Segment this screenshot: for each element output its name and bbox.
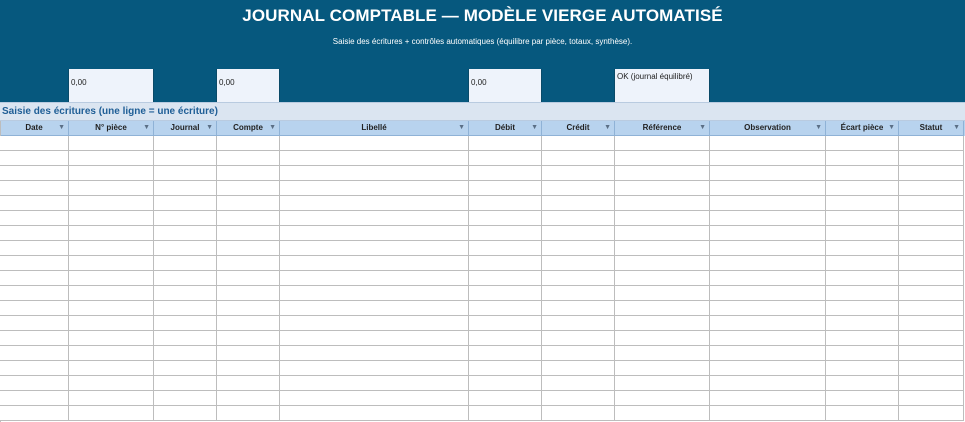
table-cell-compte[interactable] [217, 181, 280, 196]
table-cell-compte[interactable] [217, 136, 280, 151]
column-header-numero-piece[interactable] [69, 121, 154, 136]
table-cell-compte[interactable] [217, 241, 280, 256]
column-header-observation[interactable] [710, 121, 826, 136]
table-cell-statut[interactable] [899, 361, 964, 376]
table-cell-date[interactable] [0, 331, 69, 346]
table-cell-reference[interactable] [615, 406, 710, 421]
summary-label-cell-2[interactable] [154, 69, 217, 102]
table-cell-numero-piece[interactable] [69, 241, 154, 256]
table-cell-numero-piece[interactable] [69, 271, 154, 286]
table-cell-journal[interactable] [154, 151, 217, 166]
table-cell-debit[interactable] [469, 301, 542, 316]
table-cell-credit[interactable] [542, 256, 615, 271]
table-cell-statut[interactable] [899, 136, 964, 151]
filter-dropdown-icon[interactable]: ▼ [699, 124, 706, 131]
ecart-cell[interactable]: 0,00 [469, 69, 542, 102]
table-cell-compte[interactable] [217, 271, 280, 286]
table-cell-compte[interactable] [217, 151, 280, 166]
column-header-ecart-piece[interactable] [826, 121, 899, 136]
summary-label-cell-5[interactable] [710, 69, 965, 102]
table-cell-observation[interactable] [710, 241, 826, 256]
table-cell-observation[interactable] [710, 406, 826, 421]
table-cell-compte[interactable] [217, 196, 280, 211]
column-header-label: Référence [642, 123, 682, 132]
table-cell-journal[interactable] [154, 256, 217, 271]
table-cell-libelle[interactable] [280, 211, 469, 226]
table-cell-observation[interactable] [710, 181, 826, 196]
total-credit-cell[interactable]: 0,00 [217, 69, 280, 102]
table-cell-numero-piece[interactable] [69, 196, 154, 211]
table-cell-reference[interactable] [615, 166, 710, 181]
table-cell-journal[interactable] [154, 181, 217, 196]
table-cell-debit[interactable] [469, 346, 542, 361]
table-cell-credit[interactable] [542, 136, 615, 151]
filter-dropdown-icon[interactable]: ▼ [206, 124, 213, 131]
table-cell-debit[interactable] [469, 376, 542, 391]
table-cell-journal[interactable] [154, 211, 217, 226]
table-cell-observation[interactable] [710, 196, 826, 211]
table-cell-libelle[interactable] [280, 286, 469, 301]
table-cell-journal[interactable] [154, 346, 217, 361]
table-cell-reference[interactable] [615, 376, 710, 391]
table-cell-debit[interactable] [469, 331, 542, 346]
table-cell-observation[interactable] [710, 346, 826, 361]
table-cell-compte[interactable] [217, 316, 280, 331]
table-cell-observation[interactable] [710, 211, 826, 226]
table-cell-numero-piece[interactable] [69, 211, 154, 226]
table-cell-statut[interactable] [899, 211, 964, 226]
column-header-reference[interactable] [615, 121, 710, 136]
table-cell-reference[interactable] [615, 301, 710, 316]
filter-dropdown-icon[interactable]: ▼ [458, 124, 465, 131]
table-cell-compte[interactable] [217, 301, 280, 316]
table-cell-libelle[interactable] [280, 241, 469, 256]
table-cell-journal[interactable] [154, 136, 217, 151]
table-cell-statut[interactable] [899, 151, 964, 166]
table-cell-debit[interactable] [469, 391, 542, 406]
table-cell-statut[interactable] [899, 376, 964, 391]
table-cell-credit[interactable] [542, 376, 615, 391]
table-cell-credit[interactable] [542, 151, 615, 166]
table-cell-libelle[interactable] [280, 181, 469, 196]
table-cell-debit[interactable] [469, 286, 542, 301]
table-cell-reference[interactable] [615, 331, 710, 346]
table-cell-credit[interactable] [542, 316, 615, 331]
table-cell-ecart-piece[interactable] [826, 211, 899, 226]
table-cell-date[interactable] [0, 196, 69, 211]
table-cell-journal[interactable] [154, 286, 217, 301]
table-cell-credit[interactable] [542, 211, 615, 226]
table-cell-credit[interactable] [542, 271, 615, 286]
table-cell-observation[interactable] [710, 166, 826, 181]
table-cell-credit[interactable] [542, 361, 615, 376]
table-cell-reference[interactable] [615, 181, 710, 196]
column-header-libelle[interactable] [280, 121, 469, 136]
column-header-label: Écart pièce [840, 123, 884, 132]
table-cell-observation[interactable] [710, 376, 826, 391]
table-cell-journal[interactable] [154, 241, 217, 256]
table-cell-date[interactable] [0, 346, 69, 361]
table-cell-ecart-piece[interactable] [826, 196, 899, 211]
table-cell-journal[interactable] [154, 271, 217, 286]
table-cell-reference[interactable] [615, 286, 710, 301]
table-cell-date[interactable] [0, 271, 69, 286]
table-cell-ecart-piece[interactable] [826, 256, 899, 271]
column-header-compte[interactable] [217, 121, 280, 136]
table-cell-libelle[interactable] [280, 391, 469, 406]
summary-label-cell-1[interactable] [0, 69, 69, 102]
table-cell-ecart-piece[interactable] [826, 286, 899, 301]
table-cell-libelle[interactable] [280, 316, 469, 331]
table-cell-reference[interactable] [615, 211, 710, 226]
summary-label-cell-4[interactable] [542, 69, 615, 102]
table-cell-numero-piece[interactable] [69, 256, 154, 271]
table-cell-credit[interactable] [542, 226, 615, 241]
table-cell-credit[interactable] [542, 286, 615, 301]
total-debit-cell[interactable]: 0,00 [69, 69, 154, 102]
table-cell-reference[interactable] [615, 316, 710, 331]
table-cell-ecart-piece[interactable] [826, 376, 899, 391]
table-cell-libelle[interactable] [280, 331, 469, 346]
filter-dropdown-icon[interactable]: ▼ [269, 124, 276, 131]
table-cell-date[interactable] [0, 166, 69, 181]
table-cell-ecart-piece[interactable] [826, 346, 899, 361]
table-cell-ecart-piece[interactable] [826, 226, 899, 241]
table-cell-numero-piece[interactable] [69, 316, 154, 331]
table-cell-numero-piece[interactable] [69, 331, 154, 346]
table-cell-date[interactable] [0, 391, 69, 406]
table-cell-debit[interactable] [469, 406, 542, 421]
column-header-label: Débit [495, 123, 515, 132]
table-cell-ecart-piece[interactable] [826, 316, 899, 331]
table-cell-date[interactable] [0, 256, 69, 271]
table-cell-statut[interactable] [899, 316, 964, 331]
table-cell-date[interactable] [0, 361, 69, 376]
table-cell-ecart-piece[interactable] [826, 301, 899, 316]
column-header-label: Observation [744, 123, 791, 132]
table-cell-date[interactable] [0, 301, 69, 316]
table-cell-reference[interactable] [615, 241, 710, 256]
table-cell-libelle[interactable] [280, 406, 469, 421]
table-cell-observation[interactable] [710, 301, 826, 316]
table-cell-debit[interactable] [469, 181, 542, 196]
filter-dropdown-icon[interactable]: ▼ [58, 124, 65, 131]
table-cell-debit[interactable] [469, 136, 542, 151]
table-cell-numero-piece[interactable] [69, 361, 154, 376]
column-header-credit[interactable] [542, 121, 615, 136]
table-cell-debit[interactable] [469, 361, 542, 376]
table-cell-statut[interactable] [899, 271, 964, 286]
table-cell-ecart-piece[interactable] [826, 166, 899, 181]
table-cell-compte[interactable] [217, 406, 280, 421]
page-subtitle: Saisie des écritures + contrôles automatiques (équilibre par pièce, totaux, synthèse). [332, 37, 633, 46]
table-cell-compte[interactable] [217, 391, 280, 406]
filter-dropdown-icon[interactable]: ▼ [531, 124, 538, 131]
table-cell-ecart-piece[interactable] [826, 151, 899, 166]
table-cell-date[interactable] [0, 376, 69, 391]
table-cell-numero-piece[interactable] [69, 151, 154, 166]
table-cell-libelle[interactable] [280, 376, 469, 391]
table-cell-numero-piece[interactable] [69, 226, 154, 241]
table-cell-numero-piece[interactable] [69, 286, 154, 301]
table-cell-observation[interactable] [710, 151, 826, 166]
table-cell-journal[interactable] [154, 226, 217, 241]
table-cell-numero-piece[interactable] [69, 391, 154, 406]
table-cell-debit[interactable] [469, 211, 542, 226]
table-cell-libelle[interactable] [280, 151, 469, 166]
column-header-label: Date [25, 123, 43, 132]
table-cell-numero-piece[interactable] [69, 406, 154, 421]
column-header-label: Compte [233, 123, 263, 132]
table-cell-statut[interactable] [899, 196, 964, 211]
table-cell-ecart-piece[interactable] [826, 271, 899, 286]
entries-grid [0, 136, 965, 422]
table-cell-observation[interactable] [710, 316, 826, 331]
table-cell-libelle[interactable] [280, 166, 469, 181]
column-header-date[interactable] [0, 121, 69, 136]
table-cell-credit[interactable] [542, 196, 615, 211]
table-cell-ecart-piece[interactable] [826, 331, 899, 346]
table-cell-journal[interactable] [154, 301, 217, 316]
table-cell-date[interactable] [0, 151, 69, 166]
table-cell-ecart-piece[interactable] [826, 361, 899, 376]
table-cell-statut[interactable] [899, 346, 964, 361]
table-cell-observation[interactable] [710, 271, 826, 286]
table-cell-credit[interactable] [542, 181, 615, 196]
table-cell-statut[interactable] [899, 286, 964, 301]
table-cell-statut[interactable] [899, 166, 964, 181]
table-cell-credit[interactable] [542, 331, 615, 346]
table-cell-libelle[interactable] [280, 301, 469, 316]
table-cell-credit[interactable] [542, 301, 615, 316]
table-cell-numero-piece[interactable] [69, 346, 154, 361]
table-header-row [0, 121, 965, 136]
table-cell-observation[interactable] [710, 331, 826, 346]
table-cell-reference[interactable] [615, 151, 710, 166]
table-cell-reference[interactable] [615, 361, 710, 376]
table-cell-compte[interactable] [217, 211, 280, 226]
table-cell-date[interactable] [0, 316, 69, 331]
table-cell-libelle[interactable] [280, 136, 469, 151]
table-cell-statut[interactable] [899, 241, 964, 256]
table-cell-statut[interactable] [899, 181, 964, 196]
table-cell-ecart-piece[interactable] [826, 391, 899, 406]
table-cell-credit[interactable] [542, 241, 615, 256]
table-cell-statut[interactable] [899, 301, 964, 316]
table-cell-reference[interactable] [615, 391, 710, 406]
table-cell-observation[interactable] [710, 361, 826, 376]
table-cell-debit[interactable] [469, 166, 542, 181]
table-cell-date[interactable] [0, 406, 69, 421]
table-cell-ecart-piece[interactable] [826, 241, 899, 256]
table-cell-compte[interactable] [217, 226, 280, 241]
table-cell-observation[interactable] [710, 226, 826, 241]
table-cell-numero-piece[interactable] [69, 181, 154, 196]
table-cell-numero-piece[interactable] [69, 301, 154, 316]
table-cell-observation[interactable] [710, 391, 826, 406]
section-header [0, 102, 965, 121]
table-cell-reference[interactable] [615, 226, 710, 241]
table-cell-journal[interactable] [154, 166, 217, 181]
table-cell-date[interactable] [0, 226, 69, 241]
table-cell-credit[interactable] [542, 346, 615, 361]
page-title: JOURNAL COMPTABLE — MODÈLE VIERGE AUTOMATISÉ [242, 6, 723, 25]
column-header-label: Journal [170, 123, 200, 132]
table-cell-reference[interactable] [615, 136, 710, 151]
table-cell-debit[interactable] [469, 241, 542, 256]
table-cell-date[interactable] [0, 136, 69, 151]
table-cell-date[interactable] [0, 286, 69, 301]
table-cell-reference[interactable] [615, 196, 710, 211]
table-cell-debit[interactable] [469, 271, 542, 286]
section-title: Saisie des écritures (une ligne = une écriture) [2, 106, 218, 117]
table-cell-compte[interactable] [217, 376, 280, 391]
column-header-label: Crédit [566, 123, 590, 132]
summary-label-cell-3[interactable] [280, 69, 469, 102]
table-cell-numero-piece[interactable] [69, 136, 154, 151]
table-cell-statut[interactable] [899, 331, 964, 346]
title-banner [0, 0, 965, 69]
filter-dropdown-icon[interactable]: ▼ [953, 124, 960, 131]
table-cell-journal[interactable] [154, 316, 217, 331]
table-cell-ecart-piece[interactable] [826, 136, 899, 151]
column-header-label: N° pièce [95, 123, 127, 132]
table-cell-debit[interactable] [469, 151, 542, 166]
column-header-debit[interactable] [469, 121, 542, 136]
table-cell-credit[interactable] [542, 166, 615, 181]
table-cell-statut[interactable] [899, 391, 964, 406]
table-cell-ecart-piece[interactable] [826, 181, 899, 196]
table-cell-debit[interactable] [469, 226, 542, 241]
table-cell-libelle[interactable] [280, 346, 469, 361]
table-cell-journal[interactable] [154, 361, 217, 376]
column-header-journal[interactable] [154, 121, 217, 136]
table-cell-debit[interactable] [469, 316, 542, 331]
filter-dropdown-icon[interactable]: ▼ [143, 124, 150, 131]
table-cell-journal[interactable] [154, 196, 217, 211]
table-cell-date[interactable] [0, 181, 69, 196]
table-cell-reference[interactable] [615, 271, 710, 286]
table-cell-date[interactable] [0, 211, 69, 226]
table-cell-compte[interactable] [217, 286, 280, 301]
table-cell-debit[interactable] [469, 256, 542, 271]
table-cell-numero-piece[interactable] [69, 166, 154, 181]
statut-cell[interactable]: OK (journal équilibré) [615, 69, 710, 102]
filter-dropdown-icon[interactable]: ▼ [815, 124, 822, 131]
summary-row [0, 69, 965, 102]
table-cell-debit[interactable] [469, 196, 542, 211]
table-cell-ecart-piece[interactable] [826, 406, 899, 421]
table-cell-libelle[interactable] [280, 226, 469, 241]
column-header-label: Statut [919, 123, 943, 132]
table-cell-compte[interactable] [217, 361, 280, 376]
table-cell-statut[interactable] [899, 226, 964, 241]
table-cell-compte[interactable] [217, 166, 280, 181]
table-cell-journal[interactable] [154, 406, 217, 421]
table-cell-statut[interactable] [899, 256, 964, 271]
table-cell-libelle[interactable] [280, 361, 469, 376]
table-cell-compte[interactable] [217, 346, 280, 361]
table-cell-credit[interactable] [542, 391, 615, 406]
column-header-statut[interactable] [899, 121, 964, 136]
table-cell-date[interactable] [0, 241, 69, 256]
filter-dropdown-icon[interactable]: ▼ [888, 124, 895, 131]
table-cell-reference[interactable] [615, 256, 710, 271]
table-cell-libelle[interactable] [280, 196, 469, 211]
table-cell-observation[interactable] [710, 256, 826, 271]
table-cell-libelle[interactable] [280, 271, 469, 286]
table-cell-observation[interactable] [710, 286, 826, 301]
table-cell-numero-piece[interactable] [69, 376, 154, 391]
table-cell-observation[interactable] [710, 136, 826, 151]
table-cell-reference[interactable] [615, 346, 710, 361]
filter-dropdown-icon[interactable]: ▼ [604, 124, 611, 131]
table-cell-libelle[interactable] [280, 256, 469, 271]
table-cell-statut[interactable] [899, 406, 964, 421]
table-cell-compte[interactable] [217, 331, 280, 346]
table-cell-journal[interactable] [154, 391, 217, 406]
table-cell-credit[interactable] [542, 406, 615, 421]
column-header-label: Libellé [361, 123, 387, 132]
table-cell-compte[interactable] [217, 256, 280, 271]
table-cell-journal[interactable] [154, 376, 217, 391]
table-cell-journal[interactable] [154, 331, 217, 346]
